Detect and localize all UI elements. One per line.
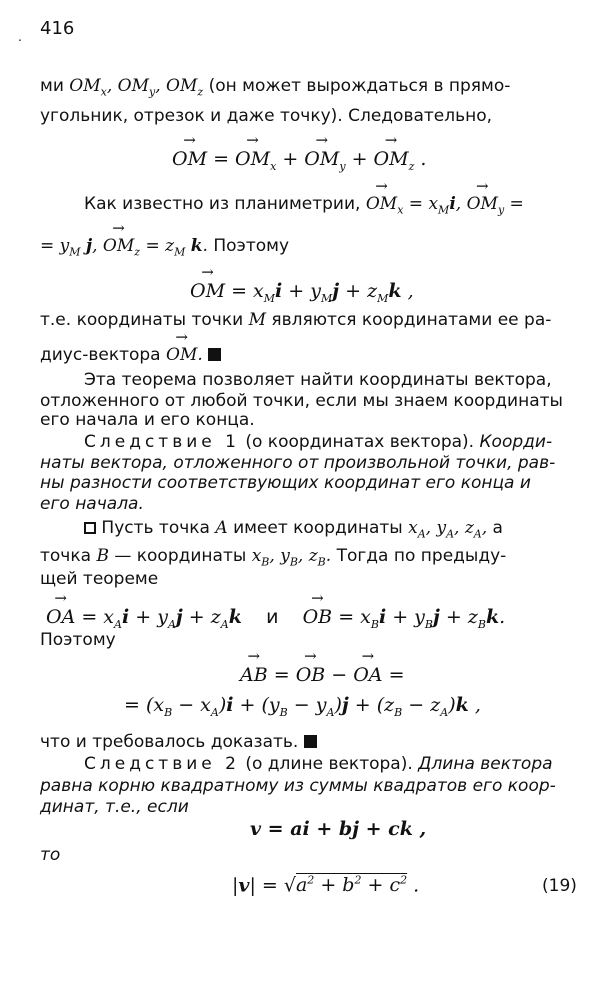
equation-om-coords: → OM = $x_Mi + y_Mj + z_Mk$ , <box>190 280 414 305</box>
text-line-8: диус-вектора → OM. <box>40 345 221 365</box>
text-line-25: равна корню квадратному из суммы квадратов его коор- <box>40 776 556 796</box>
proof-start-icon <box>84 522 96 534</box>
equation-ab: → AB = → OB − → OA = <box>240 664 405 686</box>
end-of-proof-icon <box>304 735 317 748</box>
equation-ab-expanded: = $(x_B - x_A)i + (y_B - y_A)j + (z_B - z_A)k$ , <box>124 694 481 719</box>
text-line-2: угольник, отрезок и даже точку). Следовательно, <box>40 106 493 126</box>
text-line-18: щей теореме <box>40 569 159 589</box>
text-line-5: = $y_M$ j, → $OM_z = z_M$ k. Поэтому <box>40 236 289 258</box>
equation-v: v = ai + bj + ck , <box>250 818 427 840</box>
equation-oa-ob: → OA = $x_Ai + y_Aj + z_Ak$ и → OB = $x_Bi + y_Bj + z_Bk$. <box>46 606 505 631</box>
end-of-proof-icon <box>208 348 221 361</box>
equation-length: $|v| = √a^2 + b^2 + c^2$ . <box>232 874 420 897</box>
text-line-15: его начала. <box>40 494 144 514</box>
text-line-1: ми $OM_x$, $OM_y$, $OM_z$ (он может вырождаться в прямо- <box>40 76 511 99</box>
text-line-16: Пусть точка A имеет координаты $x_A$, $y_A$, $z_A$, а <box>84 518 503 540</box>
text-line-23: что и требовалось доказать. <box>40 732 317 752</box>
text-line-28: то <box>40 845 61 865</box>
text-line-20: Поэтому <box>40 630 116 650</box>
text-line-9: Эта теорема позволяет найти координаты вектора, <box>84 370 552 390</box>
text-line-11: его начала и его конца. <box>40 410 255 430</box>
text-line-26: динат, т.е., если <box>40 797 189 817</box>
text-line-14: ны разности соответствующих координат его конца и <box>40 473 531 493</box>
equation-om-sum: → OM = → $OM_x$ + → $OM_y$ + → $OM_z$ . <box>172 148 426 173</box>
text-line-10: отложенного от любой точки, если мы знаем координаты <box>40 391 563 411</box>
text-line-17: точка B — координаты $x_B$, $y_B$, $z_B$. Тогда по предыду- <box>40 546 507 569</box>
equation-number: (19) <box>542 876 577 896</box>
corollary-1-line: Следствие 1 (о координатах вектора). Коорди- <box>84 432 553 452</box>
corollary-2-line: Следствие 2 (о длине вектора). Длина вектора <box>84 754 553 774</box>
text-line-4: Как известно из планиметрии, → $OM_x = x_Mi$, → $OM_y$ = <box>84 194 524 216</box>
margin-dot: . <box>18 30 22 44</box>
page-number: 416 <box>40 18 75 39</box>
text-line-7: т.е. координаты точки M являются координатами ее ра- <box>40 310 552 330</box>
text-line-13: наты вектора, отложенного от произвольной точки, рав- <box>40 453 556 473</box>
